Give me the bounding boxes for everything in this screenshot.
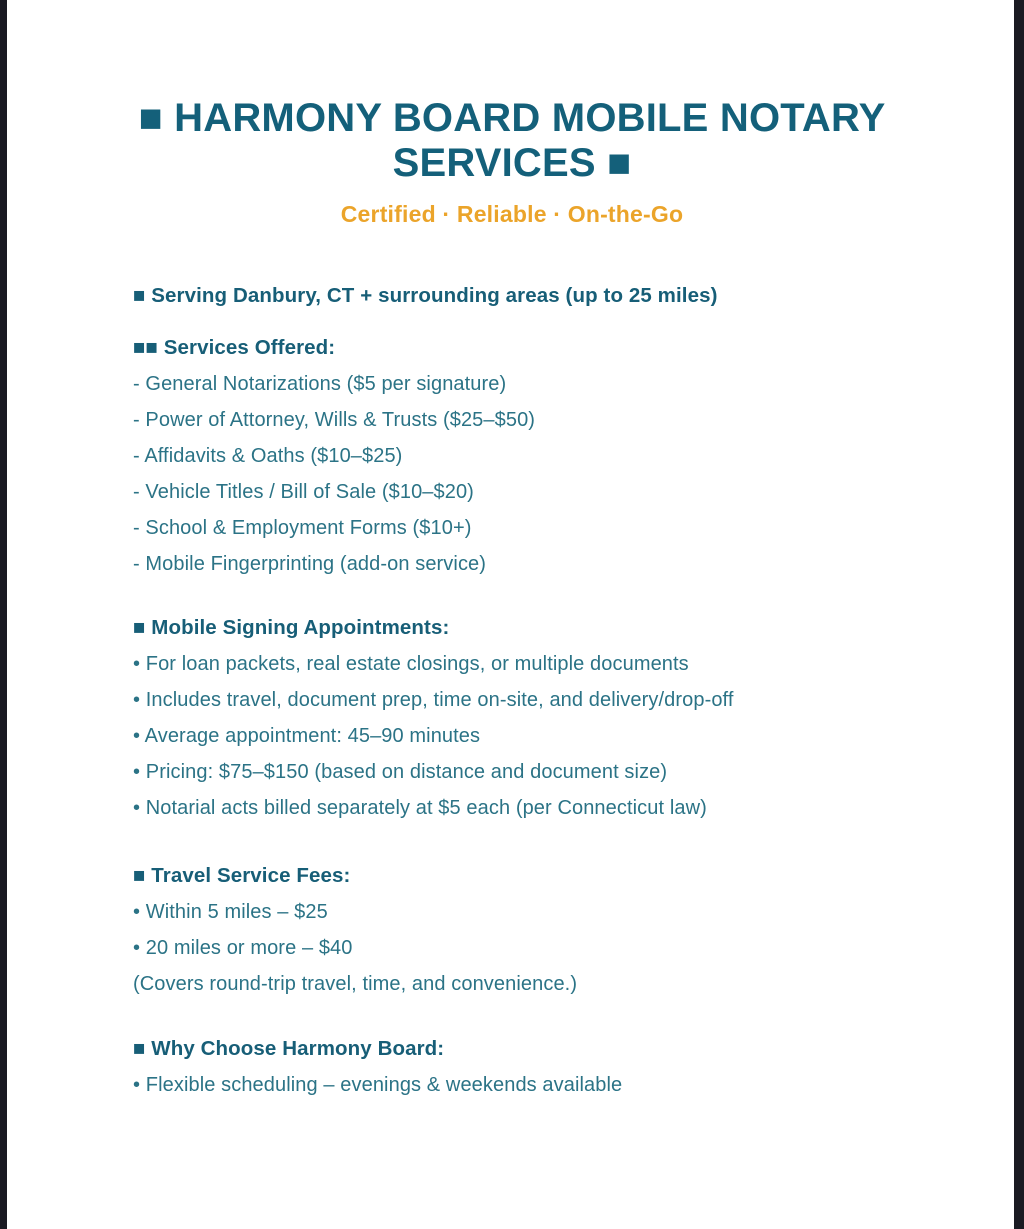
list-item: - School & Employment Forms ($10+) [133,517,472,539]
page-title-line-2: SERVICES ■ [392,141,632,185]
section-heading-why-choose: ■ Why Choose Harmony Board: [133,1037,445,1060]
list-item: • Pricing: $75–$150 (based on distance and document size) [133,761,668,783]
flyer-body [133,282,914,1099]
list-item: • Average appointment: 45–90 minutes [133,725,481,747]
section-heading-travel-fees: ■ Travel Service Fees: [133,864,351,887]
left-edge-bar [0,0,7,1229]
list-item: - Vehicle Titles / Bill of Sale ($10–$20) [133,481,474,503]
section-mobile-signing [133,614,914,822]
section-services-offered [133,334,914,578]
list-item: • Includes travel, document prep, time on-site, and delivery/drop-off [133,689,734,711]
list-item: • Flexible scheduling – evenings & weekends available [133,1074,623,1096]
flyer-header [0,0,1024,228]
list-item: - General Notarizations ($5 per signature) [133,373,507,395]
list-item: • Notarial acts billed separately at $5 each (per Connecticut law) [133,797,707,819]
section-serving-area [133,282,914,310]
list-item: • For loan packets, real estate closings, or multiple documents [133,653,689,675]
list-item: (Covers round-trip travel, time, and convenience.) [133,973,578,995]
list-item: • 20 miles or more – $40 [133,937,353,959]
right-edge-bar [1014,0,1024,1229]
list-item: - Mobile Fingerprinting (add-on service) [133,553,487,575]
list-item: • Within 5 miles – $25 [133,901,328,923]
section-heading-mobile-signing: ■ Mobile Signing Appointments: [133,616,450,639]
section-travel-fees [133,862,914,998]
page-title-line-1: ■ HARMONY BOARD MOBILE NOTARY [138,96,886,140]
list-item: - Affidavits & Oaths ($10–$25) [133,445,403,467]
tagline: Certified · Reliable · On-the-Go [340,201,684,227]
section-heading-services-offered: ■■ Services Offered: [133,336,336,359]
section-heading-serving-area: ■ Serving Danbury, CT + surrounding areas (up to 25 miles) [133,284,718,307]
list-item: - Power of Attorney, Wills & Trusts ($25–$50) [133,409,536,431]
section-why-choose [133,1035,914,1099]
